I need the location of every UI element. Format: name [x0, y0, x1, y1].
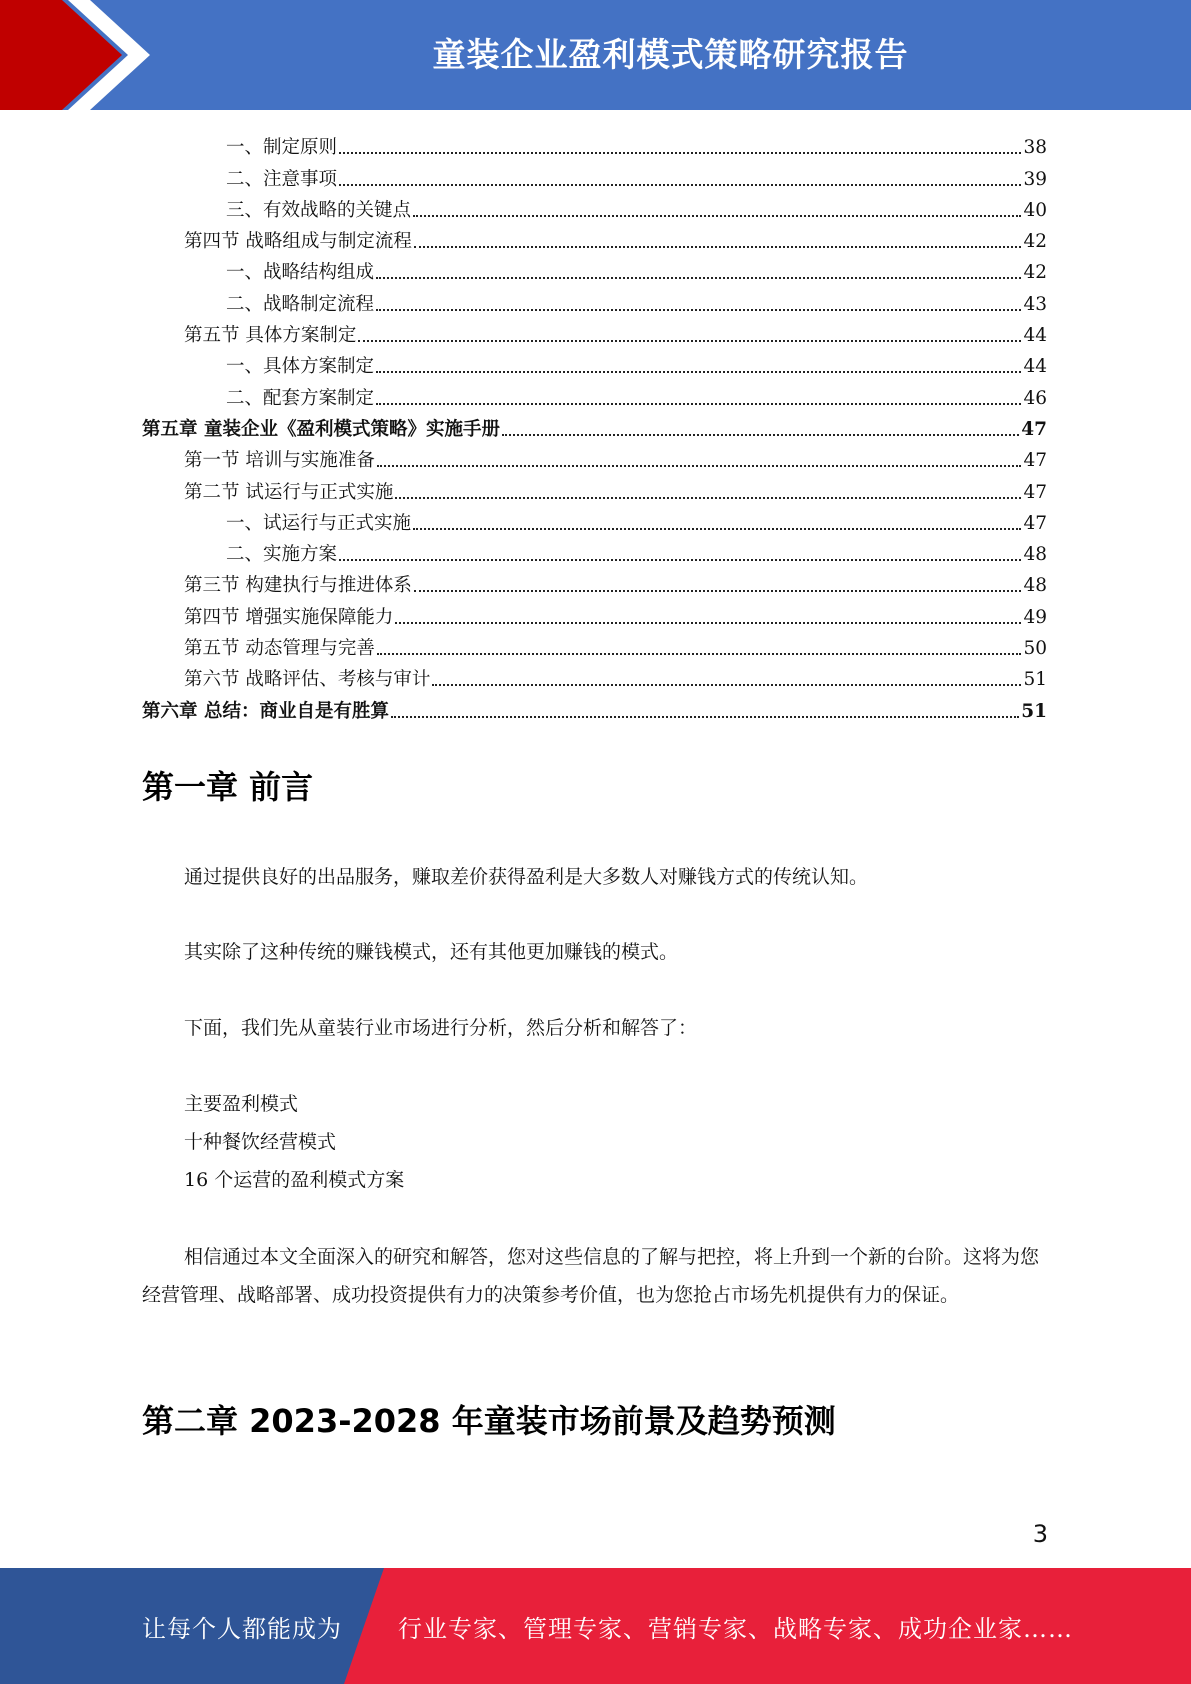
page-number: 3	[1032, 1520, 1048, 1548]
toc-entry-page: 47	[1023, 481, 1047, 503]
list-item: 主要盈利模式	[184, 1093, 299, 1115]
toc-entry-page: 42	[1023, 231, 1047, 253]
toc-entry-page: 40	[1023, 199, 1047, 221]
toc-dot-leader	[377, 653, 1022, 655]
toc-entry[interactable]	[142, 347, 1047, 378]
toc-dot-leader	[395, 497, 1021, 499]
toc-entry[interactable]	[142, 504, 1047, 535]
toc-entry-page: 46	[1023, 387, 1047, 409]
paragraph: 下面，我们先从童装行业市场进行分析，然后分析和解答了：	[184, 1017, 698, 1039]
toc-entry[interactable]	[142, 316, 1047, 347]
chapter-heading: 第一章 前言	[142, 768, 314, 806]
toc-entry-page: 51	[1023, 669, 1047, 691]
list-item: 十种餐饮经营模式	[184, 1131, 337, 1153]
toc-entry-page: 44	[1023, 356, 1047, 378]
list-item: 16 个运营的盈利模式方案	[184, 1169, 405, 1191]
toc-dot-leader	[339, 152, 1021, 154]
toc-entry-title: 第六章 总结：商业自是有胜算	[142, 700, 389, 722]
toc-dot-leader	[358, 340, 1021, 342]
bullet-list	[184, 1085, 404, 1199]
toc-entry-title: 第一节 培训与实施准备	[184, 450, 375, 472]
toc-dot-leader	[395, 622, 1021, 624]
toc-dot-leader	[376, 403, 1021, 405]
chapter-heading: 第二章 2023-2028 年童装市场前景及趋势预测	[142, 1402, 836, 1440]
paragraph: 通过提供良好的出品服务，赚取差价获得盈利是大多数人对赚钱方式的传统认知。	[184, 866, 869, 888]
toc-entry-title: 一、制定原则	[226, 137, 338, 159]
toc-entry[interactable]	[142, 566, 1047, 597]
toc-entry-page: 39	[1023, 168, 1047, 190]
toc-entry-title: 二、实施方案	[226, 544, 338, 566]
toc-entry-title: 第五节 动态管理与完善	[184, 638, 375, 660]
toc-entry-page: 44	[1023, 325, 1047, 347]
toc-dot-leader	[502, 434, 1019, 436]
toc-entry[interactable]	[142, 222, 1047, 253]
toc-entry-page: 51	[1021, 700, 1047, 722]
toc-entry-page: 47	[1023, 512, 1047, 534]
toc-entry-title: 二、战略制定流程	[226, 293, 375, 315]
page-header	[0, 0, 1191, 110]
toc-entry[interactable]	[142, 253, 1047, 284]
toc-entry-title: 二、配套方案制定	[226, 387, 375, 409]
toc-entry-title: 第三节 构建执行与推进体系	[184, 575, 412, 597]
paragraph: 其实除了这种传统的赚钱模式，还有其他更加赚钱的模式。	[184, 941, 679, 963]
toc-entry-title: 三、有效战略的关键点	[226, 199, 412, 221]
toc-entry[interactable]	[142, 597, 1047, 628]
header-title: 童装企业盈利模式策略研究报告	[432, 34, 909, 74]
toc-entry-page: 48	[1023, 544, 1047, 566]
toc-entry[interactable]	[142, 191, 1047, 222]
toc-entry[interactable]	[142, 284, 1047, 315]
toc-entry-title: 第四节 战略组成与制定流程	[184, 231, 412, 253]
toc-entry-title: 二、注意事项	[226, 168, 338, 190]
toc-entry-page: 49	[1023, 606, 1047, 628]
toc-dot-leader	[376, 277, 1021, 279]
toc-dot-leader	[413, 215, 1021, 217]
toc-entry-title: 一、具体方案制定	[226, 356, 375, 378]
toc-entry-title: 第五节 具体方案制定	[184, 325, 357, 347]
toc-dot-leader	[376, 371, 1021, 373]
toc-dot-leader	[413, 528, 1021, 530]
paragraph: 相信通过本文全面深入的研究和解答，您对这些信息的了解与把控，将上升到一个新的台阶。这将为您经营管理、战略部署、成功投资提供有力的决策参考价值，也为您抢占市场先机提供有力的保证。	[142, 1246, 1040, 1306]
toc-dot-leader	[414, 246, 1022, 248]
toc-entry[interactable]	[142, 472, 1047, 503]
footer-slogan-right: 行业专家、管理专家、营销专家、战略专家、成功企业家……	[398, 1614, 1073, 1643]
toc-entry-page: 38	[1023, 137, 1047, 159]
footer-slogan-left: 让每个人都能成为	[142, 1614, 342, 1643]
toc-entry-page: 48	[1023, 575, 1047, 597]
toc-entry-title: 一、试运行与正式实施	[226, 512, 412, 534]
header-arrow-decoration	[0, 0, 160, 110]
page-footer	[0, 1568, 1191, 1684]
toc-entry-title: 一、战略结构组成	[226, 262, 375, 284]
toc-entry[interactable]	[142, 378, 1047, 409]
toc-entry[interactable]	[142, 660, 1047, 691]
toc-entry[interactable]	[142, 441, 1047, 472]
toc-dot-leader	[339, 559, 1021, 561]
toc-entry-page: 42	[1023, 262, 1047, 284]
toc-entry-page: 50	[1023, 638, 1047, 660]
toc-dot-leader	[376, 309, 1021, 311]
toc-entry-title: 第五章 童装企业《盈利模式策略》实施手册	[142, 418, 500, 440]
toc-entry[interactable]	[142, 128, 1047, 159]
toc-dot-leader	[339, 184, 1021, 186]
toc-entry-title: 第二节 试运行与正式实施	[184, 481, 394, 503]
toc-entry[interactable]	[142, 629, 1047, 660]
toc-entry[interactable]	[142, 691, 1047, 722]
toc-dot-leader	[377, 465, 1022, 467]
toc-entry-page: 43	[1023, 293, 1047, 315]
toc-dot-leader	[432, 684, 1021, 686]
toc-dot-leader	[414, 590, 1022, 592]
toc-entry-title: 第四节 增强实施保障能力	[184, 606, 394, 628]
toc-entry-page: 47	[1021, 418, 1047, 440]
toc-entry[interactable]	[142, 410, 1047, 441]
toc-entry-title: 第六节 战略评估、考核与审计	[184, 669, 431, 691]
toc-dot-leader	[391, 716, 1019, 718]
toc-entry[interactable]	[142, 535, 1047, 566]
toc-entry[interactable]	[142, 159, 1047, 190]
table-of-contents	[142, 128, 1047, 723]
toc-entry-page: 47	[1023, 450, 1047, 472]
